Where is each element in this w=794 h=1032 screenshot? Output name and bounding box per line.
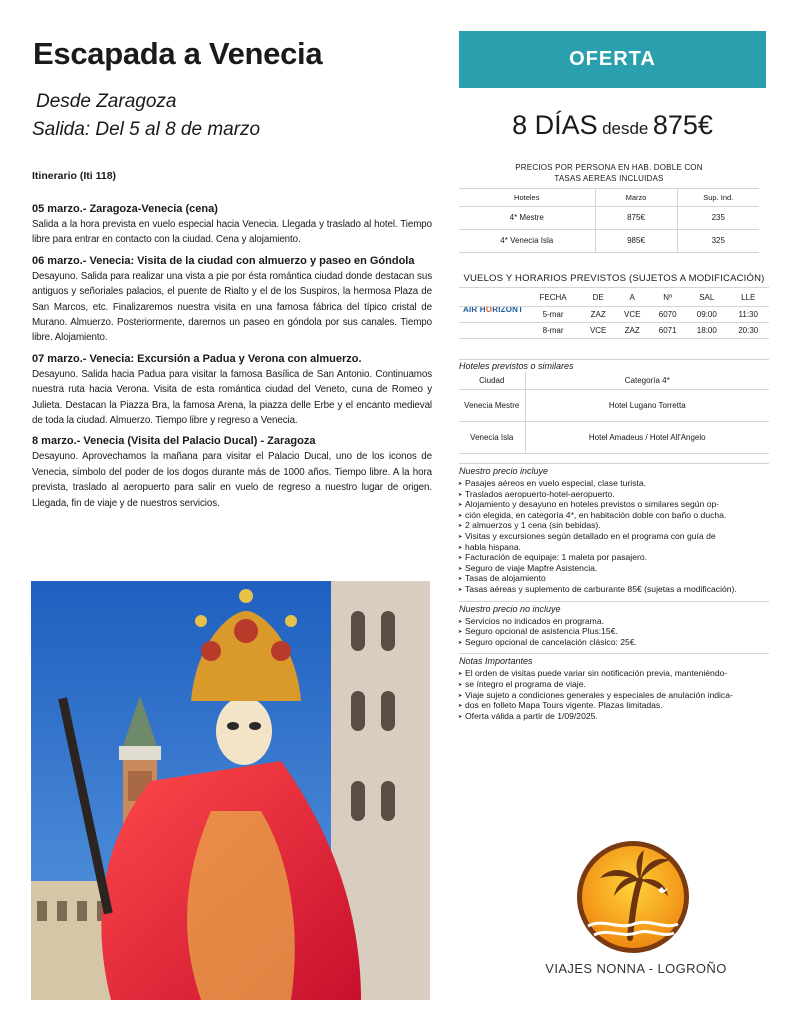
hotels-table xyxy=(459,372,769,454)
day-text: Desayuno. Salida hacia Padua para visitar la famosa Basílica de San Antonio. Continuamos nuestra ruta hacia Verona. Visita de esta romántica ciudad del Veneto, cuna de Romeo y Julieta. Destacan la Piazza Bra, la famosa Arena, la piazza delle Erbe y el encanto medieval de toda la ciudad. Almuerzo. Tiempo libre y regreso a Venecia. xyxy=(32,368,432,427)
list-item-continuation: ➤ habla hispana. xyxy=(459,542,769,553)
list-item: ➤ Facturación de equipaje: 1 maleta por pasajero. xyxy=(459,552,769,563)
day-4 xyxy=(32,434,432,511)
list-item: ➤ 2 almuerzos y 1 cena (sin bebidas). xyxy=(459,520,769,531)
table-cell: Hotel Amadeus / Hotel All'Angelo xyxy=(525,421,769,453)
includes-list xyxy=(459,478,769,595)
list-item: ➤ Tasas aéreas y suplemento de carburante 85€ (sujetas a modificación). xyxy=(459,584,769,595)
table-cell: 5-mar xyxy=(525,306,581,322)
list-item: ➤ El orden de visitas puede variar sin notificación previa, manteniéndo- xyxy=(459,668,769,679)
table-cell: 985€ xyxy=(595,229,677,252)
day-title: 06 marzo.- Venecia: Visita de la ciudad con almuerzo y paseo en Góndola xyxy=(32,254,415,267)
price-table-header xyxy=(459,188,759,206)
duration: 8 DÍAS xyxy=(512,110,598,140)
price-summary xyxy=(459,110,766,141)
table-cell: ZAZ xyxy=(581,306,615,322)
table-cell: 18:00 xyxy=(686,322,727,338)
flights-header xyxy=(459,290,769,306)
price-desde: desde xyxy=(602,119,649,138)
table-row xyxy=(459,206,759,229)
palm-tree-logo-icon xyxy=(574,838,692,956)
itinerary-days xyxy=(32,202,432,517)
airline-logo-text: AIR H xyxy=(463,305,486,314)
table-cell: 6070 xyxy=(649,306,686,322)
list-item: ➤ Oferta válida a partir de 1/09/2025. xyxy=(459,711,769,722)
day-1 xyxy=(32,202,432,248)
notes-heading: Notas Importantes xyxy=(459,653,769,666)
col-header: LLE xyxy=(728,290,769,306)
list-item: ➤ Traslados aeropuerto-hotel-aeropuerto. xyxy=(459,489,769,500)
caption-line: PRECIOS POR PERSONA EN HAB. DOBLE CON xyxy=(515,162,703,172)
hotels-heading: Hoteles previstos o similares xyxy=(459,359,769,371)
airline-logo-accent: O xyxy=(485,305,493,314)
day-text: Salida a la hora prevista en vuelo especial hacia Venecia. Llegada y traslado al hotel. Tiempo libre para entrar en contacto con la ciudad. Cena y alojamiento. xyxy=(32,219,432,246)
table-cell: 09:00 xyxy=(686,306,727,322)
table-cell: 4* Mestre xyxy=(459,206,595,229)
includes-heading: Nuestro precio incluye xyxy=(459,463,769,476)
list-item: ➤ Viaje sujeto a condiciones generales y especiales de anulación indica- xyxy=(459,690,769,701)
excludes-list xyxy=(459,616,769,648)
notes-list xyxy=(459,668,769,721)
airline-logo-text: RIZONT xyxy=(492,305,524,314)
list-item-continuation: ➤ ción elegida, en categoría 4*, en habitación doble con baño o ducha. xyxy=(459,510,769,521)
col-header: Nº xyxy=(649,290,686,306)
list-item-continuation: ➤ dos en folleto Mapa Tours vigente. Plazas limitadas. xyxy=(459,700,769,711)
col-header: FECHA xyxy=(525,290,581,306)
itinerary-heading: Itinerario (Iti 118) xyxy=(32,170,117,182)
conditions-section xyxy=(459,463,769,727)
table-row xyxy=(459,229,759,252)
day-text: Desayuno. Salida para realizar una vista a pie por ésta romántica ciudad donde destacan sus antiguos y señoriales palacios, el puente de Rialto y el de los Suspiros, la hermosa Plaza de San Marcos, etc. Finalizaremos nuestra visita en una famosa fábrica del típico cristal de Murano. Almuerzo. Posteriormente, daremos un paseo en góndola por sus canales. Tiempo libre. Alojamiento. xyxy=(32,270,432,344)
page-title: Escapada a Venecia xyxy=(33,36,323,71)
day-title: 8 marzo.- Venecia (Visita del Palacio Ducal) - Zaragoza xyxy=(32,435,316,448)
table-cell: ZAZ xyxy=(615,322,649,338)
price-table xyxy=(459,158,759,253)
col-header: DE xyxy=(581,290,615,306)
table-cell: 11:30 xyxy=(728,306,769,322)
caption-line: TASAS AEREAS INCLUIDAS xyxy=(554,173,664,183)
list-item: ➤ Seguro de viaje Mapfre Asistencia. xyxy=(459,563,769,574)
offer-banner: OFERTA xyxy=(459,31,766,88)
list-item: ➤ Pasajes aéreos en vuelo especial, clase turista. xyxy=(459,478,769,489)
hotels-header xyxy=(459,372,769,389)
list-item: ➤ Alojamiento y desayuno en hoteles previstos o similares según op- xyxy=(459,499,769,510)
col-header: Sup. Ind. xyxy=(677,188,759,206)
list-item: ➤ Servicios no indicados en programa. xyxy=(459,616,769,627)
col-header: Marzo xyxy=(595,188,677,206)
table-cell: 6071 xyxy=(649,322,686,338)
table-cell: 8-mar xyxy=(525,322,581,338)
flights-heading: VUELOS Y HORARIOS PREVISTOS (SUJETOS A MODIFICACIÓN) xyxy=(459,273,769,288)
departure-city: Desde Zaragoza xyxy=(36,91,177,112)
table-row xyxy=(459,421,769,453)
table-row xyxy=(459,306,769,322)
flights-table xyxy=(459,290,769,339)
table-cell: Hotel Lugano Torretta xyxy=(525,389,769,421)
table-cell: 325 xyxy=(677,229,759,252)
table-cell: 20:30 xyxy=(728,322,769,338)
col-header: Hoteles xyxy=(459,188,595,206)
table-cell: 875€ xyxy=(595,206,677,229)
day-3 xyxy=(32,352,432,429)
table-cell: Venecia Isla xyxy=(459,421,525,453)
table-row xyxy=(459,389,769,421)
list-item: ➤ Visitas y excursiones según detallado en el programa con guía de xyxy=(459,531,769,542)
list-item-continuation: ➤ se íntegro el programa de viaje. xyxy=(459,679,769,690)
price-table-caption xyxy=(459,158,759,188)
table-cell: VCE xyxy=(581,322,615,338)
col-header: A xyxy=(615,290,649,306)
table-cell: 4* Venecia Isla xyxy=(459,229,595,252)
table-row xyxy=(459,322,769,338)
col-header: Ciudad xyxy=(459,372,525,389)
excludes-heading: Nuestro precio no incluye xyxy=(459,601,769,614)
col-header: Categoría 4* xyxy=(525,372,769,389)
list-item: ➤ Seguro opcional de cancelación clásico: 25€. xyxy=(459,637,769,648)
venice-carnival-photo xyxy=(31,581,430,1000)
table-cell: VCE xyxy=(615,306,649,322)
agency-brand: VIAJES NONNA - LOGROÑO xyxy=(545,961,727,976)
list-item: ➤ Tasas de alojamiento xyxy=(459,573,769,584)
table-cell: 235 xyxy=(677,206,759,229)
day-title: 07 marzo.- Venecia: Excursión a Padua y Verona con almuerzo. xyxy=(32,352,362,365)
table-cell: Venecia Mestre xyxy=(459,389,525,421)
day-title: 05 marzo.- Zaragoza-Venecia (cena) xyxy=(32,203,218,215)
day-text: Desayuno. Aprovechamos la mañana para visitar el Palacio Ducal, uno de los iconos de Venecia, símbolo del poder de los dogos durante más de 1000 años. Tiempo libre. A la hora prevista, traslado al aeropuerto para salir en vuelo de regreso a nuestro lugar de origen. Llegada, fin de viaje y de nuestros servicios. xyxy=(32,451,432,509)
col-header: SAL xyxy=(686,290,727,306)
departure-dates: Salida: Del 5 al 8 de marzo xyxy=(32,119,261,140)
list-item: ➤ Seguro opcional de asistencia Plus:15€. xyxy=(459,626,769,637)
price-amount: 875€ xyxy=(652,110,713,140)
day-2 xyxy=(32,254,432,346)
